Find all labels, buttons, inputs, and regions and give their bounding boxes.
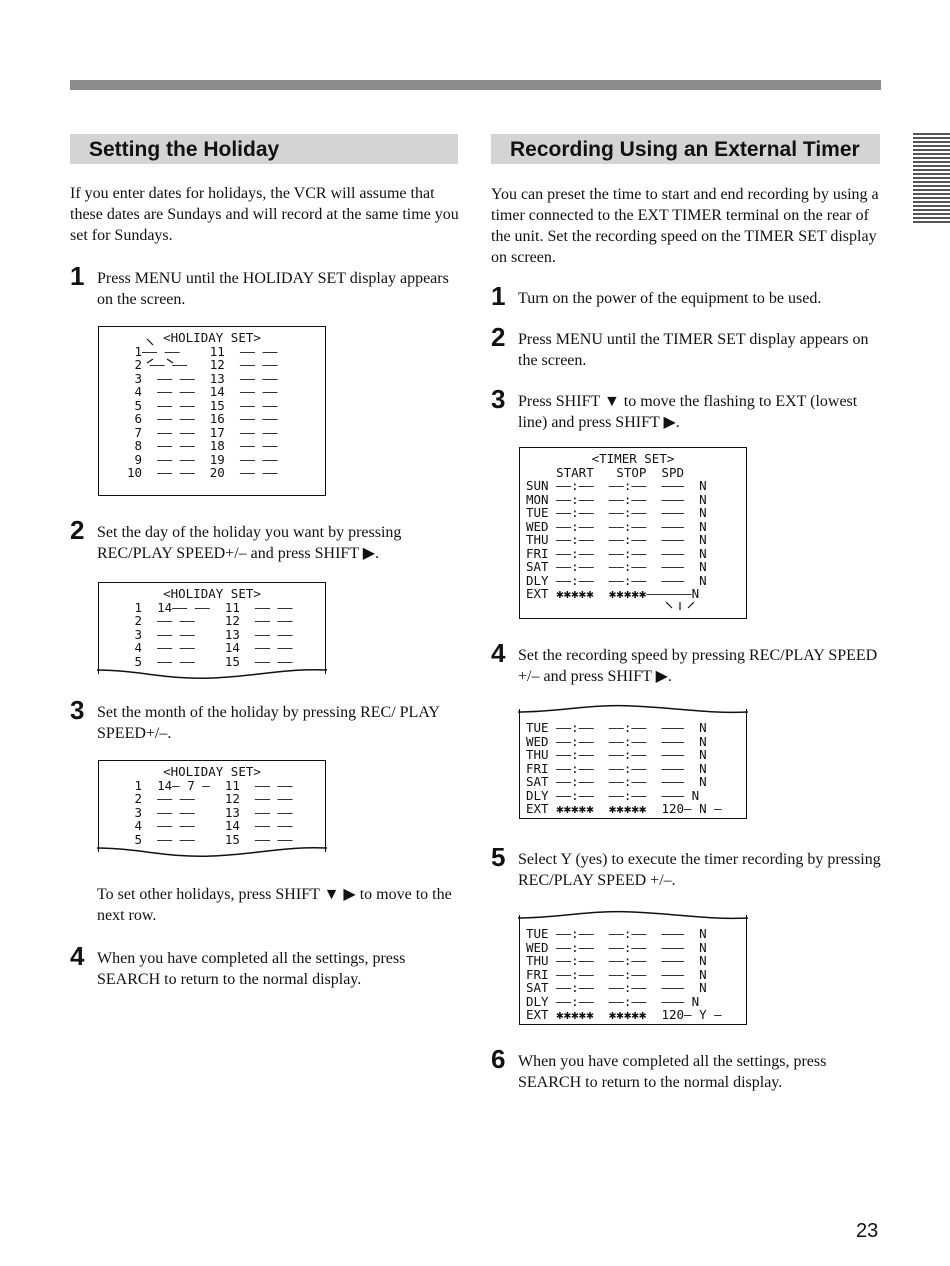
screen-row: 1 14–– –– 11 –– –– — [127, 599, 293, 615]
step-text: Set the day of the holiday you want by pressing REC/PLAY SPEED+/– and press SHIFT ▶. — [97, 524, 402, 562]
screen-row: THU ––:–– ––:–– ––– N — [526, 747, 707, 762]
screen-row: THU ––:–– ––:–– ––– N — [526, 532, 707, 547]
screen-row: 3 –– –– 13 –– –– — [127, 370, 278, 386]
screen-row: WED ––:–– ––:–– ––– N — [526, 518, 707, 534]
section-title-holiday: Setting the Holiday — [70, 134, 458, 164]
screen-row: TUE ––:–– ––:–– ––– N — [526, 926, 707, 941]
torn-edge — [97, 846, 327, 860]
screen-row: 3 –– –– 13 –– –– — [127, 804, 293, 820]
screen-row: EXT ✱✱✱✱✱ ✱✱✱✱✱ 120– Y – — [526, 1007, 722, 1022]
screen-row: 2 –– –– 12 –– –– — [127, 357, 278, 372]
screen-row: 5 –– –– 15 –– –– — [127, 831, 293, 847]
flashing-cursor-icon — [660, 598, 700, 618]
screen-row: 4 –– –– 14 –– –– — [127, 640, 293, 655]
left-column — [70, 134, 460, 990]
step-text: Turn on the power of the equipment to be used. — [518, 290, 822, 307]
step-number: 3 — [70, 695, 85, 725]
screen-row: WED ––:–– ––:–– ––– N — [526, 939, 707, 955]
screen-row: DLY ––:–– ––:–– ––– N — [526, 993, 700, 1009]
screen-row: THU ––:–– ––:–– ––– N — [526, 953, 707, 968]
screen-title: <HOLIDAY SET> — [163, 330, 261, 345]
screen-row: FRI ––:–– ––:–– ––– N — [526, 966, 707, 982]
timer-step-3 — [491, 384, 881, 433]
step-text: Press MENU until the TIMER SET display appears on the screen. — [518, 331, 869, 369]
edge-index-tab — [913, 133, 950, 225]
holiday-step-4 — [70, 941, 460, 990]
top-rule — [70, 80, 881, 90]
step-number: 2 — [70, 515, 85, 545]
screen-row: FRI ––:–– ––:–– ––– N — [526, 760, 707, 776]
screen-row: EXT ✱✱✱✱✱ ✱✱✱✱✱ 120– N – — [526, 801, 722, 816]
step-text: When you have completed all the settings, press SEARCH to return to the normal display. — [518, 1053, 827, 1091]
timer-set-screen-3 — [519, 915, 747, 1025]
screen-row: 5 –– –– 15 –– –– — [127, 397, 278, 413]
screen-row: SAT ––:–– ––:–– ––– N — [526, 980, 707, 995]
screen-row: EXT ✱✱✱✱✱ ✱✱✱✱✱––––––N — [526, 586, 700, 601]
screen-row: MON ––:–– ––:–– ––– N — [526, 491, 707, 507]
screen-row: 1–– –– 11 –– –– — [127, 343, 278, 359]
timer-step-5 — [491, 842, 881, 891]
external-timer-intro: You can preset the time to start and end recording by using a timer connected to the EXT TIMER terminal on the rear of the unit. Set the recording speed on the TIMER SET display on screen. — [491, 186, 879, 266]
screen-row: 2 –– –– 12 –– –– — [127, 613, 293, 628]
step-number: 4 — [70, 941, 85, 971]
screen-row: FRI ––:–– ––:–– ––– N — [526, 545, 707, 561]
screen-row: 4 –– –– 14 –– –– — [127, 384, 278, 399]
section-title-external-timer: Recording Using an External Timer — [491, 134, 880, 164]
timer-step-4 — [491, 638, 881, 687]
step-number: 5 — [491, 842, 506, 872]
screen-row: DLY ––:–– ––:–– ––– N — [526, 572, 707, 588]
screen-row: 4 –– –– 14 –– –– — [127, 818, 293, 833]
screen-row: 1 14– 7 – 11 –– –– — [127, 777, 293, 793]
timer-step-1 — [491, 281, 881, 311]
step-text: Set the month of the holiday by pressing REC/ PLAY SPEED+/–. — [97, 704, 440, 742]
torn-edge — [97, 668, 327, 682]
screen-row: SUN ––:–– ––:–– ––– N — [526, 478, 707, 493]
screen-row: 7 –– –– 17 –– –– — [127, 424, 278, 440]
timer-set-screen-1 — [519, 447, 747, 619]
timer-step-2 — [491, 322, 881, 371]
screen-row: 2 –– –– 12 –– –– — [127, 791, 293, 806]
screen-title: <HOLIDAY SET> — [163, 586, 261, 601]
step-number: 2 — [491, 322, 506, 352]
screen-row: 8 –– –– 18 –– –– — [127, 438, 278, 453]
screen-title: <HOLIDAY SET> — [163, 764, 261, 779]
holiday-step-1 — [70, 261, 460, 310]
holiday-set-screen-2 — [98, 582, 326, 674]
step-text: Select Y (yes) to execute the timer recording by pressing REC/PLAY SPEED +/–. — [518, 851, 881, 889]
right-column — [491, 134, 881, 1093]
step-text: Press MENU until the HOLIDAY SET display appears on the screen. — [97, 270, 449, 308]
screen-row: 9 –– –– 19 –– –– — [127, 451, 278, 467]
step-number: 3 — [491, 384, 506, 414]
screen-row: 6 –– –– 16 –– –– — [127, 411, 278, 426]
holiday-set-screen-3 — [98, 760, 326, 852]
screen-row: 3 –– –– 13 –– –– — [127, 626, 293, 642]
holiday-step-2 — [70, 515, 460, 564]
timer-set-screen-2 — [519, 709, 747, 819]
screen-row: WED ––:–– ––:–– ––– N — [526, 733, 707, 749]
step-text: Set the recording speed by pressing REC/PLAY SPEED +/– and press SHIFT ▶. — [518, 647, 878, 685]
timer-step-6 — [491, 1044, 881, 1093]
screen-row: TUE ––:–– ––:–– ––– N — [526, 720, 707, 735]
flashing-cursor-icon — [143, 335, 183, 375]
step-text: Press SHIFT ▼ to move the flashing to EXT (lowest line) and press SHIFT ▶. — [518, 393, 858, 431]
step-text: When you have completed all the settings, press SEARCH to return to the normal display. — [97, 950, 406, 988]
holiday-note: To set other holidays, press SHIFT ▼ ▶ to move to the next row. — [97, 886, 452, 924]
holiday-set-screen-1 — [98, 326, 326, 496]
screen-header-row: START STOP SPD — [526, 464, 685, 480]
holiday-step-3 — [70, 695, 460, 744]
torn-edge — [518, 908, 748, 922]
screen-row: SAT ––:–– ––:–– ––– N — [526, 774, 707, 789]
screen-title: <TIMER SET> — [591, 451, 675, 466]
screen-row: TUE ––:–– ––:–– ––– N — [526, 505, 707, 520]
screen-row: 10 –– –– 20 –– –– — [127, 465, 278, 480]
page-number: 23 — [856, 1220, 879, 1242]
screen-row: 5 –– –– 15 –– –– — [127, 653, 293, 669]
torn-edge — [518, 702, 748, 716]
screen-row: SAT ––:–– ––:–– ––– N — [526, 559, 707, 574]
step-number: 6 — [491, 1044, 506, 1074]
screen-row: DLY ––:–– ––:–– ––– N — [526, 787, 700, 803]
step-number: 4 — [491, 638, 506, 668]
holiday-intro: If you enter dates for holidays, the VCR will assume that these dates are Sundays and will record at the same time you set for Sundays. — [70, 185, 459, 244]
step-number: 1 — [70, 261, 85, 291]
step-number: 1 — [491, 281, 506, 311]
